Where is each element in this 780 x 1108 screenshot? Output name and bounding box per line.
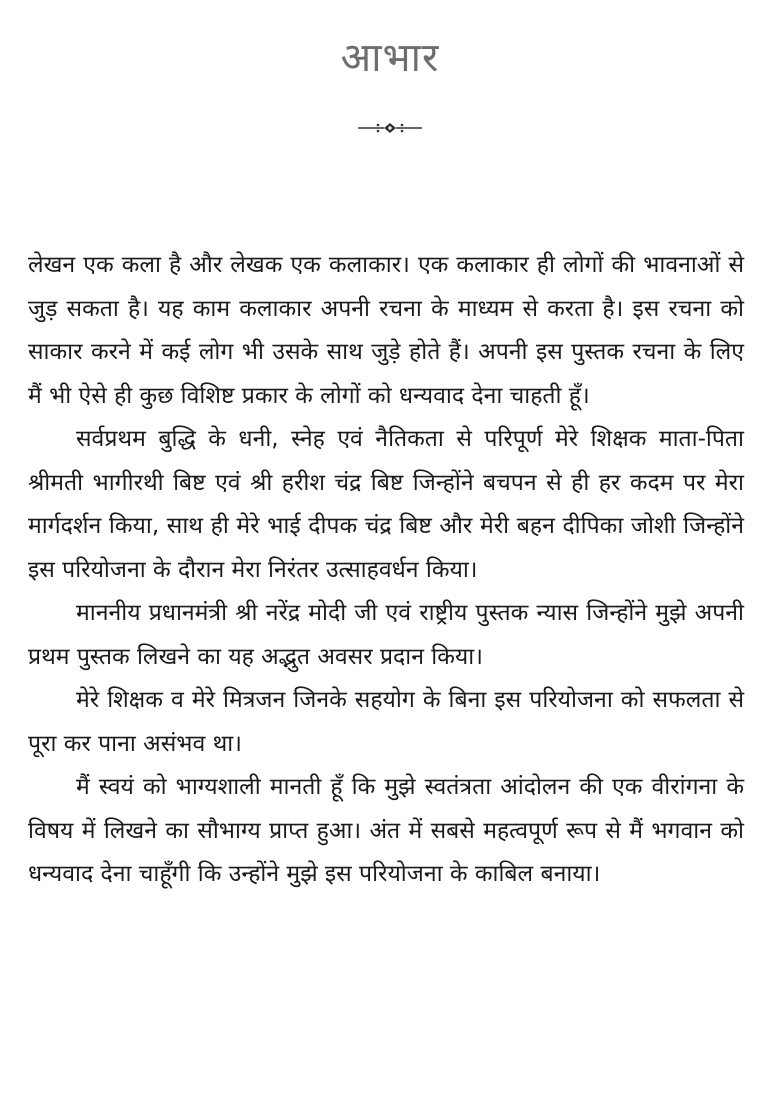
flourish-divider-icon xyxy=(350,118,430,138)
paragraph-closing: मैं स्वयं को भाग्यशाली मानती हूँ कि मुझे स्वतंत्रता आंदोलन की एक वीरांगना के विषय में लिखने का सौभाग्य प्राप्त हुआ। अंत में सबसे महत्वपूर्ण रूप से मैं भगवान को धन्यवाद देना चाहूँगी कि उन्होंने मुझे इस परियोजना के काबिल बनाया। xyxy=(28,774,744,887)
acknowledgement-body xyxy=(28,244,744,897)
paragraph-teachers-friends: मेरे शिक्षक व मेरे मित्रजन जिनके सहयोग के बिना इस परियोजना को सफलता से पूरा कर पाना असंभव था। xyxy=(28,687,744,757)
paragraph-intro: लेखन एक कला है और लेखक एक कलाकार। एक कलाकार ही लोगों की भावनाओं से जुड़ सकता है। यह काम कलाकार अपनी रचना के माध्यम से करता है। इस रचना को साकार करने में कई लोग भी उसके साथ जुड़े होते हैं। अपनी इस पुस्तक रचना के लिए मैं भी ऐसे ही कुछ विशिष्ट प्रकार के लोगों को धन्यवाद देना चाहती हूँ। xyxy=(28,252,744,409)
paragraph-prime-minister: माननीय प्रधानमंत्री श्री नरेंद्र मोदी जी एवं राष्ट्रीय पुस्तक न्यास जिन्होंने मुझे अपनी प्रथम पुस्तक लिखने का यह अद्भुत अवसर प्रदान किया। xyxy=(28,600,744,670)
page-title: आभार xyxy=(340,35,440,81)
paragraph-parents: सर्वप्रथम बुद्धि के धनी, स्नेह एवं नैतिकता से परिपूर्ण मेरे शिक्षक माता-पिता श्रीमती भागीरथी बिष्ट एवं श्री हरीश चंद्र बिष्ट जिन्होंने बचपन से ही हर कदम पर मेरा मार्गदर्शन किया, साथ ही मेरे भाई दीपक चंद्र बिष्ट और मेरी बहन दीपिका जोशी जिन्होंने इस परियोजना के दौरान मेरा निरंतर उत्साहवर्धन किया। xyxy=(28,426,744,583)
